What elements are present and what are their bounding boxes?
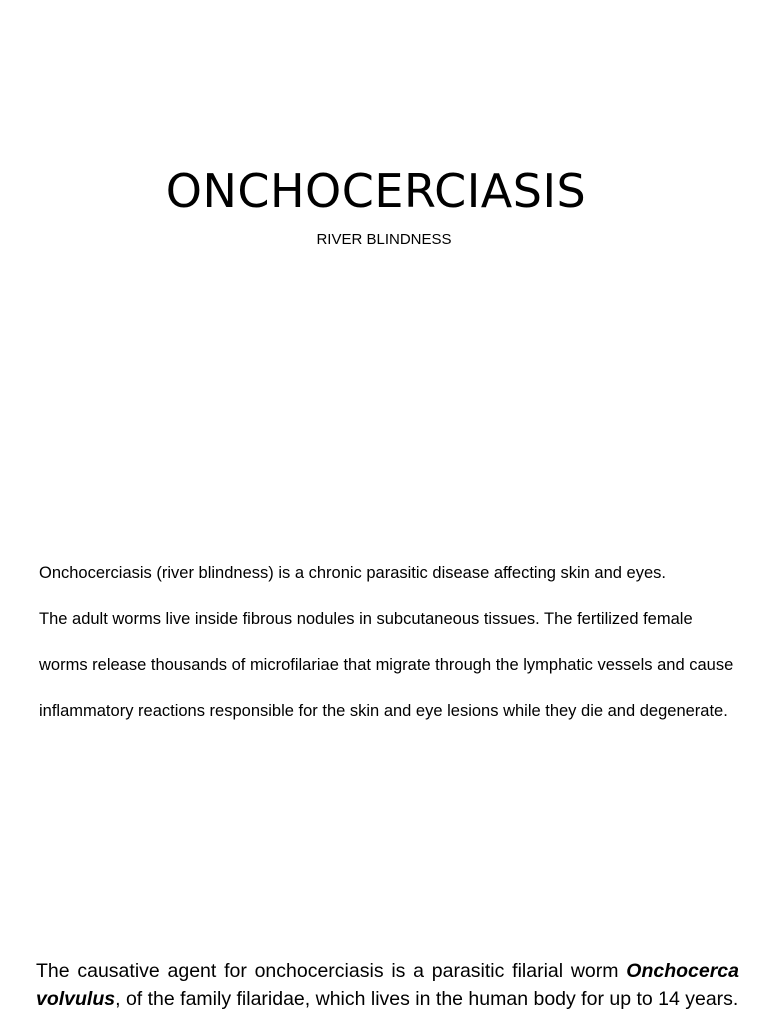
page-title: ONCHOCERCIASIS — [165, 164, 587, 218]
intro-section — [39, 550, 745, 734]
intro-paragraph: The adult worms live inside fibrous nodules in subcutaneous tissues. The fertilized female worms release thousands of microfilariae that migrate through the lymphatic vessels and cause inflammatory reactions responsible for the skin and eye lesions while they die and degenerate. — [39, 610, 734, 720]
intro-line: Onchocerciasis (river blindness) is a chronic parasitic disease affecting skin and eyes. — [39, 564, 666, 582]
species-name: Onchocerca volvulus — [36, 960, 739, 1010]
cause-text-after: , of the family filaridae, which lives in the human body for up to 14 years. — [115, 988, 739, 1010]
causative-agent-paragraph — [36, 957, 739, 1013]
page-subtitle: RIVER BLINDNESS — [316, 231, 452, 248]
cause-text-before: The causative agent for onchocerciasis is a parasitic filarial worm — [36, 960, 627, 982]
